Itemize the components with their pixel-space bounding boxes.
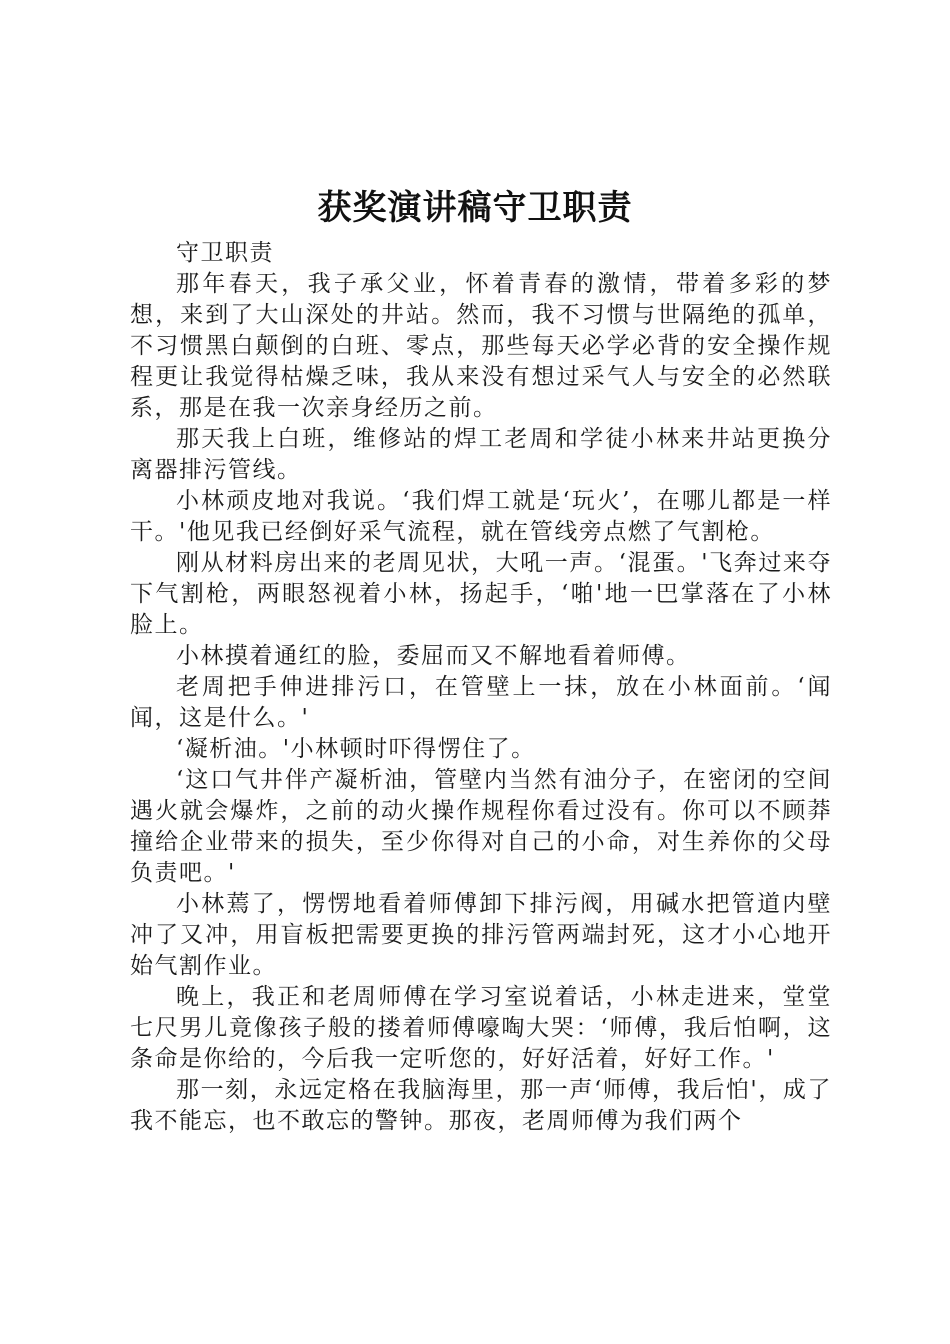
paragraph: 那天我上白班，维修站的焊工老周和学徒小林来井站更换分离器排污管线。 [130,426,832,483]
paragraph: 小林蔫了，愣愣地看着师傅卸下排污阀，用碱水把管道内壁冲了又冲，用盲板把需要更换的排污管两端封死，这才小心地开始气割作业。 [130,891,832,979]
paragraph: 老周把手伸进排污口，在管壁上一抹，放在小林面前。‘闻闻，这是什么。' [130,674,832,731]
document-title: 获奖演讲稿守卫职责 [317,188,633,228]
paragraph: ‘这口气井伴产凝析油，管壁内当然有油分子，在密闭的空间遇火就会爆炸，之前的动火操作规程你看过没有。你可以不顾莽撞给企业带来的损失，至少你得对自己的小命，对生养你的父母负责吧。' [130,767,832,886]
paragraph: ‘凝析油。'小林顿时吓得愣住了。 [176,736,536,762]
paragraph: 守卫职责 [176,240,274,266]
paragraph: 晚上，我正和老周师傅在学习室说着话，小林走进来，堂堂七尺男儿竟像孩子般的搂着师傅嚎啕大哭：‘师傅，我后怕啊，这条命是你给的，今后我一定听您的，好好活着，好好工作。' [130,984,832,1072]
paragraph: 刚从材料房出来的老周见状，大吼一声。‘混蛋。'飞奔过来夺下气割枪，两眼怒视着小林，扬起手，‘啪'地一巴掌落在了小林脸上。 [130,550,832,638]
paragraph: 小林摸着通红的脸，委屈而又不解地看着师傅。 [176,643,691,669]
paragraph: 小林顽皮地对我说。‘我们焊工就是‘玩火’，在哪儿都是一样干。'他见我已经倒好采气流程，就在管线旁点燃了气割枪。 [130,488,832,545]
paragraph: 那一刻，永远定格在我脑海里，那一声‘师傅，我后怕'，成了我不能忘，也不敢忘的警钟。那夜，老周师傅为我们两个 [130,1077,832,1134]
paragraph: 那年春天，我子承父业，怀着青春的激情，带着多彩的梦想，来到了大山深处的井站。然而，我不习惯与世隔绝的孤单，不习惯黑白颠倒的白班、零点，那些每天必学必背的安全操作规程更让我觉得枯燥乏味，我从来没有想过采气人与安全的必然联系，那是在我一次亲身经历之前。 [130,271,832,421]
document-body [130,238,832,1137]
